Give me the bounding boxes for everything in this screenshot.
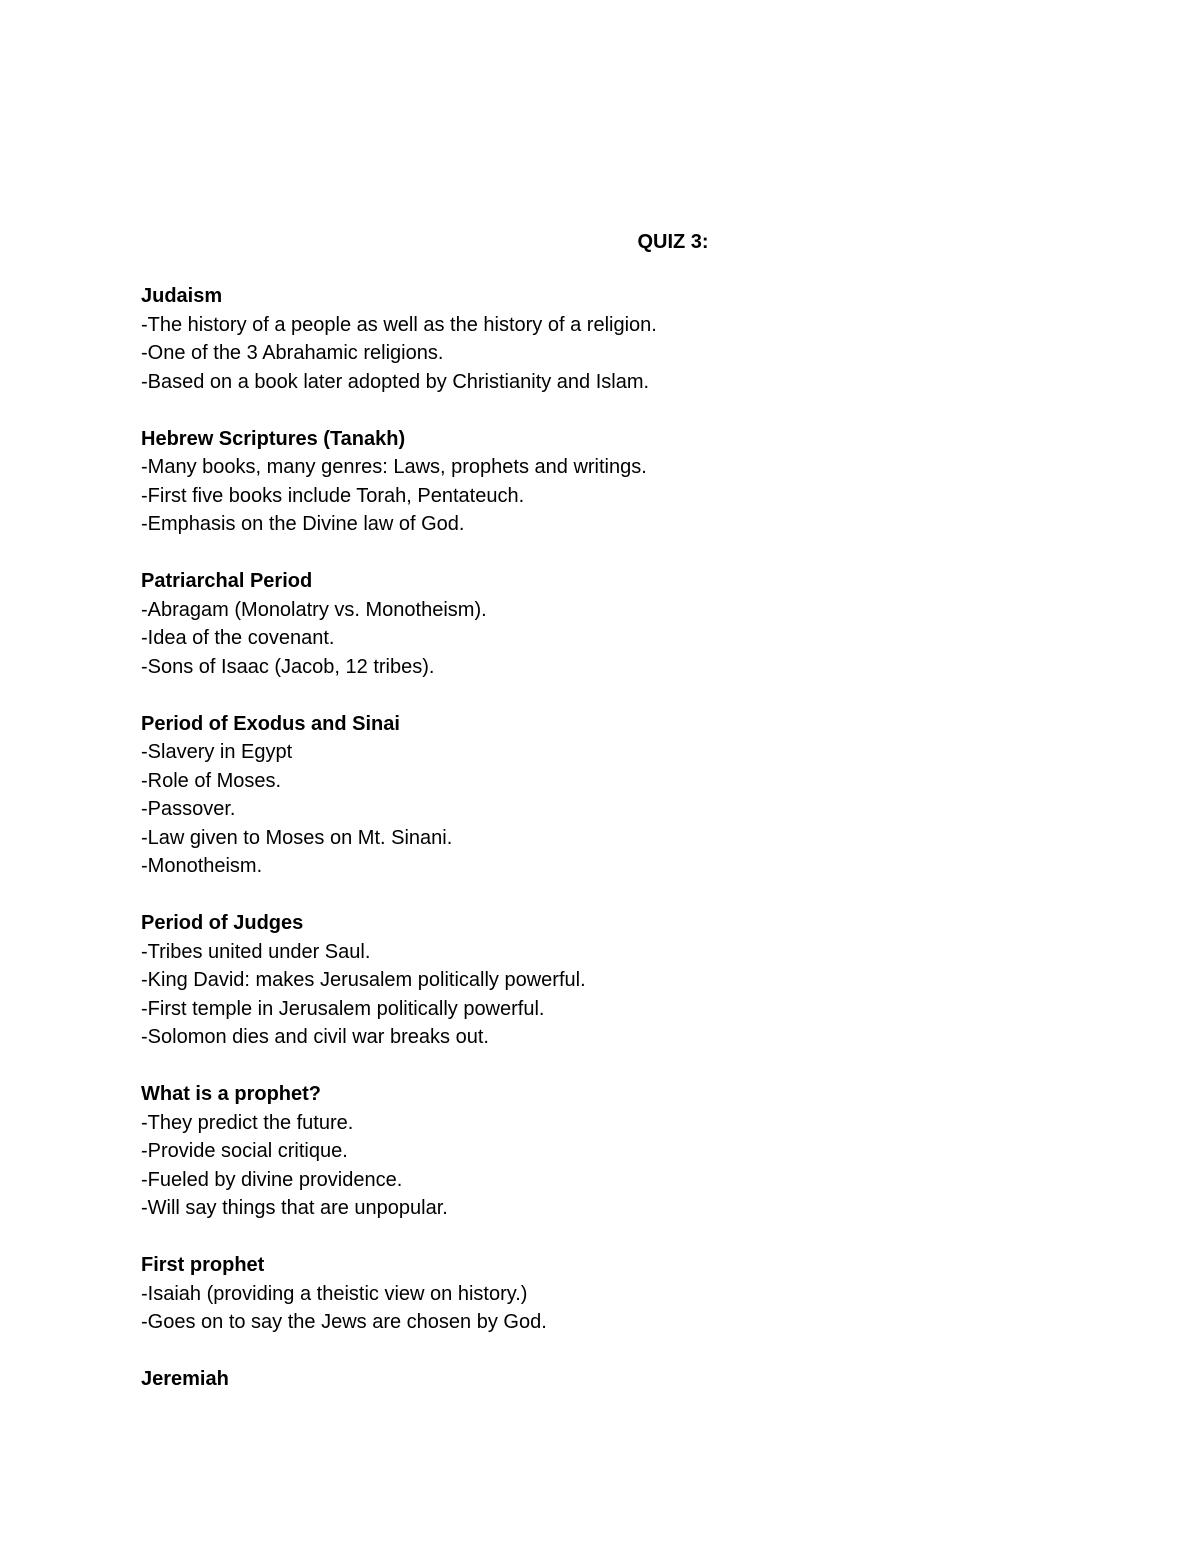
section-line: -Sons of Isaac (Jacob, 12 tribes). [141, 655, 435, 678]
section-line: -First five books include Torah, Pentateuch. [141, 484, 525, 507]
section-line: -Monotheism. [141, 855, 263, 877]
section-line: -Abragam (Monolatry vs. Monotheism). [141, 598, 487, 621]
document-body [141, 282, 1101, 1422]
section-line: -Role of Moses. [141, 769, 282, 792]
section-heading: Patriarchal Period [141, 570, 313, 592]
section-line: -The history of a people as well as the history of a religion. [141, 313, 657, 336]
section-heading: What is a prophet? [141, 1083, 321, 1105]
section-line: -Will say things that are unpopular. [141, 1197, 448, 1219]
section [141, 1080, 1101, 1223]
section-line: -Solomon dies and civil war breaks out. [141, 1026, 489, 1048]
section-line: -Isaiah (providing a theistic view on history.) [141, 1282, 528, 1305]
section [141, 1251, 1101, 1337]
section [141, 425, 1101, 539]
section [141, 909, 1101, 1052]
section-heading: Period of Judges [141, 912, 304, 934]
document-title: QUIZ 3: [637, 231, 709, 253]
section-heading: Hebrew Scriptures (Tanakh) [141, 427, 406, 450]
section-heading: Judaism [141, 285, 223, 307]
section-line: -Idea of the covenant. [141, 627, 335, 649]
section [141, 282, 1101, 396]
section-heading: Jeremiah [141, 1368, 229, 1390]
section [141, 567, 1101, 681]
section-line: -Tribes united under Saul. [141, 940, 371, 963]
section-line: -They predict the future. [141, 1111, 354, 1134]
section-heading: Period of Exodus and Sinai [141, 712, 400, 735]
section-line: -Emphasis on the Divine law of God. [141, 513, 465, 535]
section-line: -Many books, many genres: Laws, prophets and writings. [141, 456, 647, 478]
section-line: -Fueled by divine providence. [141, 1168, 403, 1191]
section-line: -Slavery in Egypt [141, 741, 293, 763]
section-line: -Provide social critique. [141, 1140, 348, 1162]
section [141, 1365, 1101, 1394]
section-line: -Passover. [141, 798, 236, 820]
section [141, 710, 1101, 881]
section-line: -King David: makes Jerusalem politically powerful. [141, 969, 586, 991]
section-heading: First prophet [141, 1254, 265, 1276]
section-line: -Based on a book later adopted by Christianity and Islam. [141, 370, 650, 393]
section-line: -Law given to Moses on Mt. Sinani. [141, 826, 453, 849]
section-line: -One of the 3 Abrahamic religions. [141, 342, 444, 364]
section-line: -Goes on to say the Jews are chosen by God. [141, 1311, 547, 1333]
section-line: -First temple in Jerusalem politically powerful. [141, 997, 545, 1020]
